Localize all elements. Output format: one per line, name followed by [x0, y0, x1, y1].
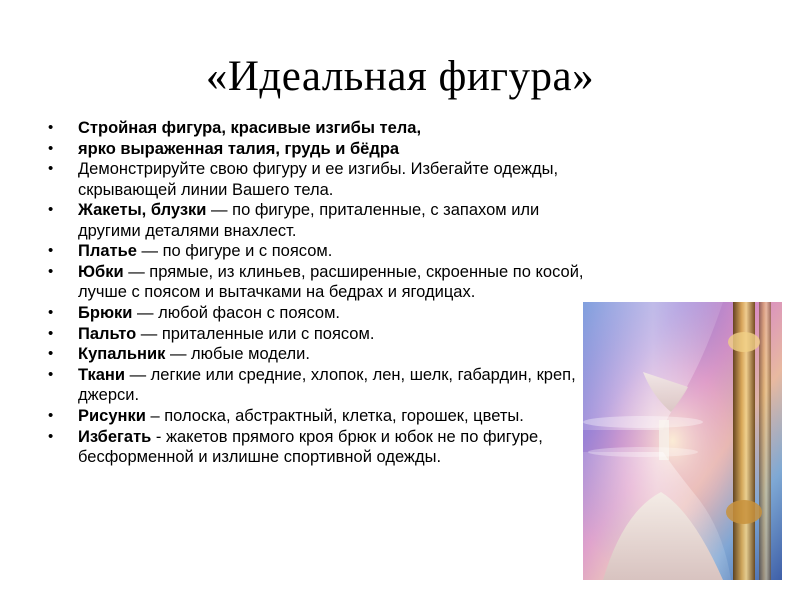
item-text: — по фигуре и с поясом.	[136, 242, 333, 261]
item-text: — любой фасон с поясом.	[132, 303, 341, 322]
slide-title: «Идеальная фигура»	[205, 53, 595, 100]
list-item	[48, 406, 588, 426]
item-text: — любые модели.	[165, 345, 310, 364]
item-lead: Купальник	[78, 345, 166, 364]
list-item	[48, 159, 588, 199]
list-item	[48, 303, 588, 323]
item-lead: Избегать	[78, 427, 152, 446]
item-text: Демонстрируйте свою фигуру и ее изгибы. Избегайте одежды, скрывающей линии Вашего тела.	[78, 160, 559, 199]
item-text: – полоска, абстрактный, клетка, горошек, цветы.	[145, 406, 524, 425]
bullet-icon: •	[48, 119, 54, 136]
list-item	[48, 241, 588, 261]
list-item	[48, 365, 588, 405]
bullet-icon: •	[48, 365, 54, 383]
bullet-icon: •	[48, 160, 54, 178]
item-lead: Юбки	[78, 262, 124, 281]
list-item	[48, 200, 588, 240]
item-text: — приталенные или с поясом.	[136, 324, 375, 343]
bullet-icon: •	[48, 262, 54, 280]
list-item	[48, 324, 588, 344]
bullet-icon: •	[48, 303, 54, 321]
bullet-list	[48, 118, 588, 467]
list-item	[48, 139, 588, 159]
bullet-icon: •	[48, 324, 54, 342]
item-text: — легкие или средние, хлопок, лен, шелк, габардин, креп, джерси.	[78, 365, 576, 405]
item-lead: Рисунки	[78, 406, 146, 425]
item-lead: Стройная фигура, красивые изгибы тела,	[78, 119, 422, 137]
bullet-icon: •	[48, 406, 54, 424]
bullet-icon: •	[48, 242, 54, 260]
item-text: — прямые, из клиньев, расширенные, скроенные по косой, лучше с поясом и вытачками на бедрах и ягодицах.	[78, 262, 584, 302]
item-lead: Жакеты, блузки	[78, 201, 207, 220]
list-item	[48, 344, 588, 364]
bullet-icon: •	[48, 201, 54, 219]
item-lead: ярко выраженная талия, грудь и бёдра	[78, 139, 400, 158]
item-lead: Платье	[78, 242, 137, 261]
item-lead: Брюки	[78, 303, 133, 322]
bullet-icon: •	[48, 345, 54, 363]
item-lead: Ткани	[78, 365, 125, 384]
item-text: — по фигуре, приталенные, с запахом или другими деталями внахлест.	[78, 201, 540, 240]
list-item	[48, 118, 588, 138]
list-item	[48, 262, 588, 302]
item-text: - жакетов прямого кроя брюк и юбок не по фигуре, бесформенной и излишне спортивной одежды.	[78, 427, 543, 466]
bullet-icon: •	[48, 427, 54, 445]
hourglass-icon	[583, 302, 782, 580]
bullet-icon: •	[48, 139, 54, 157]
list-item	[48, 427, 588, 467]
item-lead: Пальто	[78, 324, 137, 343]
hourglass-photo	[583, 302, 782, 580]
